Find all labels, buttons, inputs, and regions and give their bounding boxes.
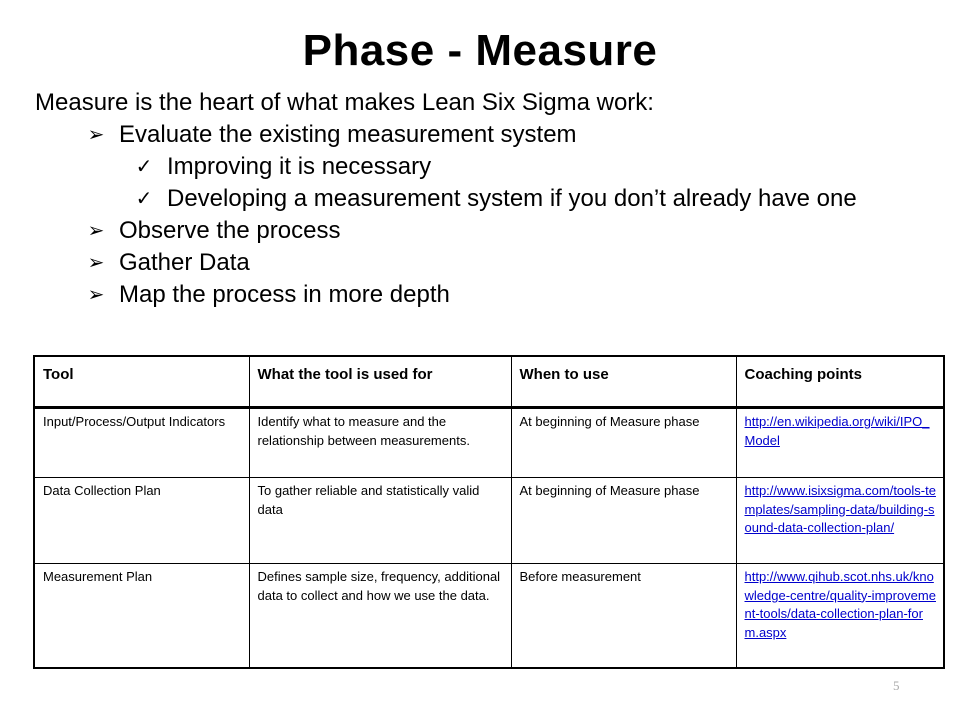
slide-title: Phase - Measure <box>302 26 658 75</box>
cell-tool: Data Collection Plan <box>34 478 249 564</box>
page-number: 5 <box>893 678 900 693</box>
arrowhead-bullet-icon: ➢ <box>87 252 105 274</box>
arrowhead-bullet-icon: ➢ <box>87 124 105 146</box>
cell-coaching <box>736 408 944 478</box>
coaching-link[interactable]: http://en.wikipedia.org/wiki/IPO_Model <box>744 414 930 448</box>
bullet-item <box>0 120 960 152</box>
intro-text: Measure is the heart of what makes Lean Six Sigma work: <box>35 89 654 116</box>
header-when-to-use: When to use <box>511 356 736 408</box>
check-mark-icon: ✓ <box>135 156 153 178</box>
header-tool: Tool <box>34 356 249 408</box>
bullet-item <box>0 152 960 184</box>
cell-used-for: Identify what to measure and the relationship between measurements. <box>249 408 511 478</box>
bullet-text: Map the process in more depth <box>119 281 450 308</box>
bullet-text: Developing a measurement system if you don’t already have one <box>167 185 857 212</box>
table-row <box>34 408 944 478</box>
cell-when: At beginning of Measure phase <box>511 408 736 478</box>
header-coaching-points: Coaching points <box>736 356 944 408</box>
cell-tool: Input/Process/Output Indicators <box>34 408 249 478</box>
cell-when: At beginning of Measure phase <box>511 478 736 564</box>
cell-coaching <box>736 478 944 564</box>
cell-coaching <box>736 564 944 668</box>
coaching-link[interactable]: http://www.qihub.scot.nhs.uk/knowledge-centre/quality-improvement-tools/data-collection-plan-form.aspx <box>744 569 936 640</box>
arrowhead-bullet-icon: ➢ <box>87 220 105 242</box>
bullet-text: Observe the process <box>119 217 341 244</box>
bullet-text: Evaluate the existing measurement system <box>119 121 577 148</box>
bullet-list <box>0 120 960 312</box>
bullet-text: Improving it is necessary <box>167 153 432 180</box>
cell-tool: Measurement Plan <box>34 564 249 668</box>
cell-used-for: Defines sample size, frequency, additional data to collect and how we use the data. <box>249 564 511 668</box>
table-row <box>34 564 944 668</box>
bullet-item <box>0 216 960 248</box>
header-used-for: What the tool is used for <box>249 356 511 408</box>
bullet-item <box>0 280 960 312</box>
table-row <box>34 478 944 564</box>
cell-when: Before measurement <box>511 564 736 668</box>
coaching-link[interactable]: http://www.isixsigma.com/tools-templates/sampling-data/building-sound-data-collection-plan/ <box>744 483 936 535</box>
bullet-text: Gather Data <box>119 249 250 276</box>
arrowhead-bullet-icon: ➢ <box>87 284 105 306</box>
bullet-item <box>0 184 960 216</box>
check-mark-icon: ✓ <box>135 188 153 210</box>
cell-used-for: To gather reliable and statistically valid data <box>249 478 511 564</box>
table-header-row <box>34 356 944 408</box>
bullet-item <box>0 248 960 280</box>
tool-table <box>33 355 945 669</box>
